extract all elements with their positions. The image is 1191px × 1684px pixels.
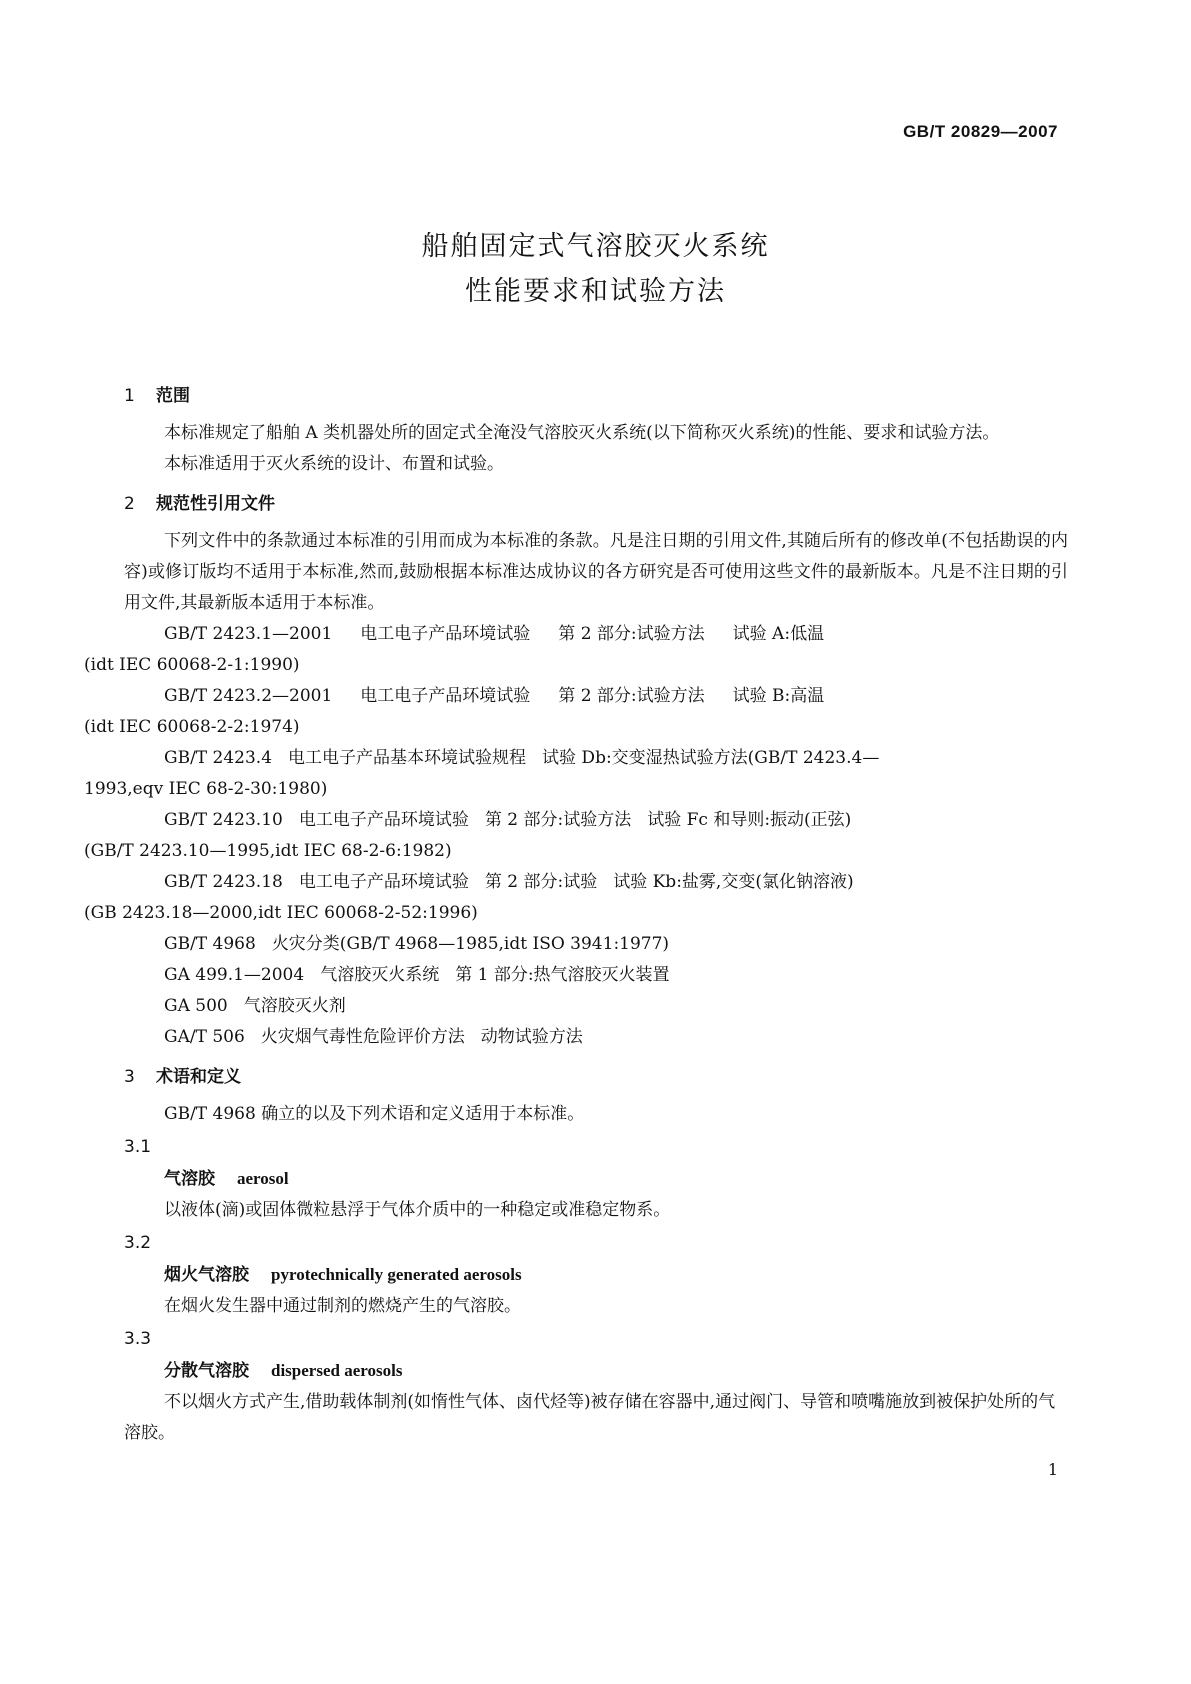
section-1-heading — [124, 380, 1068, 412]
paragraph: 下列文件中的条款通过本标准的引用而成为本标准的条款。凡是注日期的引用文件,其随后所有的修改单(不包括勘误的内容)或修订版均不适用于本标准,然而,鼓励根据本标准达成协议的各方研究是否可使用这些文件的最新版本。凡是不注日期的引用文件,其最新版本适用于本标准。 — [124, 531, 1068, 613]
ref-title: 电工电子产品环境试验 — [360, 624, 531, 644]
ref-part: 试验 Db:交变湿热试验方法(GB/T 2423.4— — [542, 748, 880, 768]
ref-title: 电工电子产品环境试验 — [298, 872, 469, 892]
term-heading — [164, 1259, 1068, 1291]
reference-entry — [84, 805, 1068, 867]
ref-code: GB/T 2423.4 — [164, 748, 273, 768]
ref-code: GA/T 506 — [164, 1027, 245, 1047]
ref-part: 动物试验方法 — [480, 1027, 583, 1047]
section-number: 2 — [124, 494, 135, 514]
term-zh: 气溶胶 — [164, 1169, 215, 1189]
term-zh: 烟火气溶胶 — [164, 1265, 249, 1285]
term-definition: 以液体(滴)或固体微粒悬浮于气体介质中的一种稳定或准稳定物系。 — [164, 1200, 671, 1220]
term-en: pyrotechnically generated aerosols — [271, 1265, 522, 1284]
ref-part: 第 2 部分:试验方法 — [484, 810, 632, 830]
ref-test: 试验 A:低温 — [732, 624, 825, 644]
ref-title: 电工电子产品环境试验 — [360, 686, 531, 706]
ref-cont: (idt IEC 60068-2-1:1990) — [84, 655, 300, 675]
title-line-2: 性能要求和试验方法 — [465, 276, 726, 307]
term-heading — [164, 1355, 1068, 1387]
term-number: 3.3 — [124, 1329, 152, 1349]
ref-code: GB/T 2423.18 — [164, 872, 283, 892]
term-number: 3.1 — [124, 1137, 152, 1157]
reference-entry — [84, 867, 1068, 929]
ref-code: GB/T 2423.1—2001 — [164, 624, 333, 644]
paragraph: 本标准规定了船舶 A 类机器处所的固定式全淹没气溶胶灭火系统(以下简称灭火系统)的性能、要求和试验方法。 — [164, 423, 1000, 443]
document-body — [84, 372, 1068, 1449]
ref-test: 试验 Kb:盐雾,交变(氯化钠溶液) — [613, 872, 854, 892]
section-title: 规范性引用文件 — [156, 494, 275, 514]
ref-title: 气溶胶灭火剂 — [243, 996, 346, 1016]
ref-code: GB/T 2423.10 — [164, 810, 283, 830]
ref-title: 火灾烟气毒性危险评价方法 — [260, 1027, 465, 1047]
ref-test: 试验 Fc 和导则:振动(正弦) — [647, 810, 852, 830]
ref-part: 第 2 部分:试验 — [484, 872, 598, 892]
ref-part: 第 1 部分:热气溶胶灭火装置 — [455, 965, 670, 985]
ref-cont: (GB 2423.18—2000,idt IEC 60068-2-52:1996) — [84, 903, 478, 923]
term-number: 3.2 — [124, 1233, 152, 1253]
paragraph: GB/T 4968 确立的以及下列术语和定义适用于本标准。 — [164, 1104, 585, 1124]
reference-entry — [84, 619, 1068, 681]
standard-number: GB/T 20829—2007 — [903, 122, 1058, 141]
term-definition: 在烟火发生器中通过制剂的燃烧产生的气溶胶。 — [164, 1296, 521, 1316]
term-zh: 分散气溶胶 — [164, 1361, 249, 1381]
ref-cont: (GB/T 2423.10—1995,idt IEC 68-2-6:1982) — [84, 841, 452, 861]
section-3-heading — [124, 1061, 1068, 1093]
reference-entry — [84, 681, 1068, 743]
document-title — [0, 224, 1191, 314]
ref-code: GA 500 — [164, 996, 228, 1016]
section-title: 术语和定义 — [156, 1067, 241, 1087]
term-definition: 不以烟火方式产生,借助载体制剂(如惰性气体、卤代烃等)被存储在容器中,通过阀门、导管和喷嘴施放到被保护处所的气溶胶。 — [124, 1392, 1056, 1443]
term-en: dispersed aerosols — [271, 1361, 403, 1380]
ref-title: 火灾分类(GB/T 4968—1985,idt ISO 3941:1977) — [271, 934, 670, 954]
title-line-1: 船舶固定式气溶胶灭火系统 — [421, 231, 770, 262]
ref-code: GA 499.1—2004 — [164, 965, 305, 985]
ref-title: 气溶胶灭火系统 — [320, 965, 440, 985]
ref-title: 电工电子产品环境试验 — [298, 810, 469, 830]
reference-entry — [124, 991, 1068, 1022]
section-2-heading — [124, 488, 1068, 520]
ref-cont: (idt IEC 60068-2-2:1974) — [84, 717, 300, 737]
ref-test: 试验 B:高温 — [732, 686, 825, 706]
ref-code: GB/T 2423.2—2001 — [164, 686, 333, 706]
reference-entry — [124, 1022, 1068, 1053]
term-en: aerosol — [237, 1169, 289, 1188]
reference-entry — [124, 960, 1068, 991]
section-title: 范围 — [156, 386, 190, 406]
ref-code: GB/T 4968 — [164, 934, 256, 954]
reference-entry — [84, 743, 1068, 805]
ref-title: 电工电子产品基本环境试验规程 — [288, 748, 527, 768]
section-number: 1 — [124, 386, 135, 406]
term-heading — [164, 1163, 1068, 1195]
page-number: 1 — [1047, 1460, 1058, 1479]
section-number: 3 — [124, 1067, 135, 1087]
ref-part: 第 2 部分:试验方法 — [558, 624, 705, 644]
paragraph: 本标准适用于灭火系统的设计、布置和试验。 — [164, 454, 504, 474]
ref-part: 第 2 部分:试验方法 — [558, 686, 705, 706]
reference-entry — [124, 929, 1068, 960]
ref-cont: 1993,eqv IEC 68-2-30:1980) — [84, 779, 328, 799]
